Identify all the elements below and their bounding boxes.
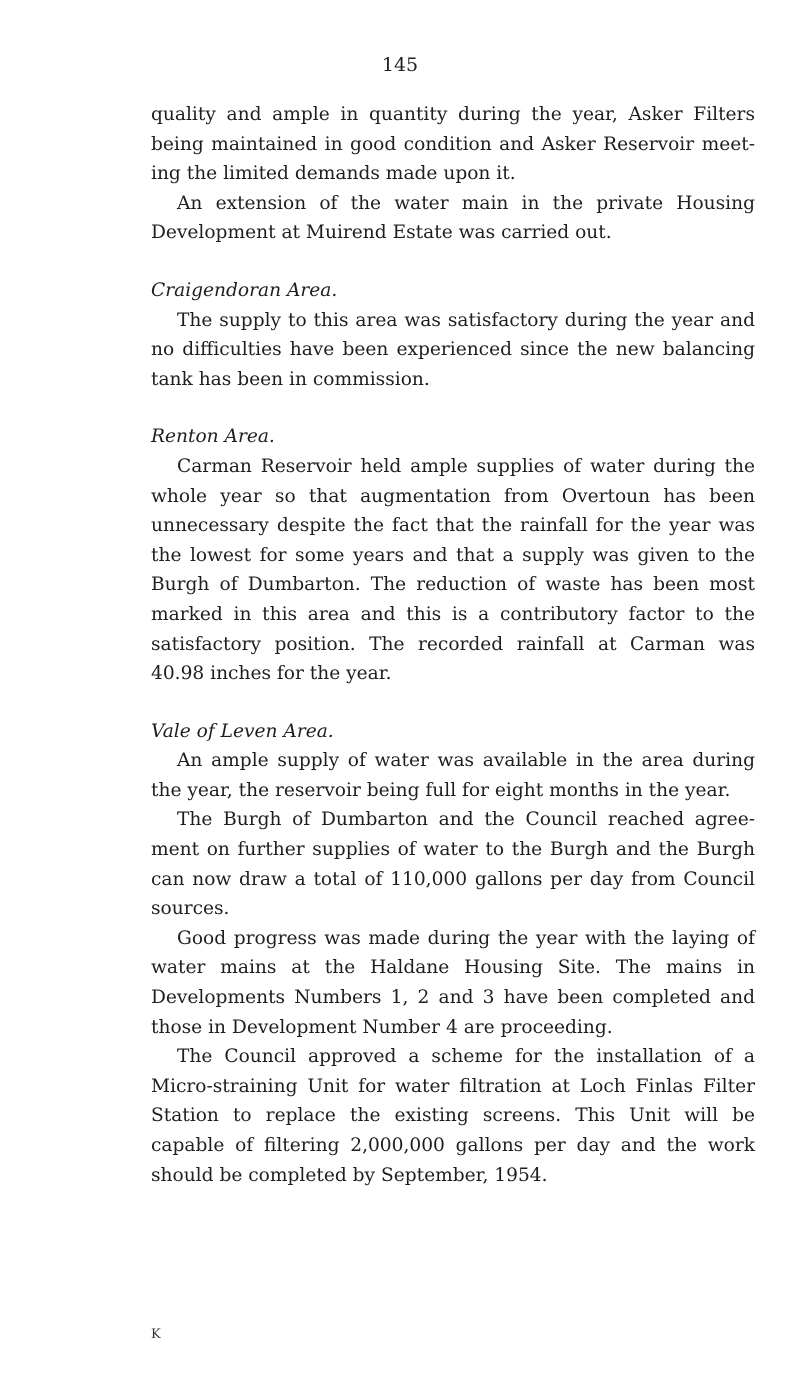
- paragraph-haldane-housing: Good progress was made during the year with the laying of water mains at the Haldane Housing Site. The mains in Developments Numbers 1, 2 and 3 have been completed and those in Development Number 4 are proceeding.: [151, 927, 755, 1038]
- section-gap: [151, 248, 755, 276]
- body-text: [151, 100, 755, 1190]
- paragraph-vale-supply: An ample supply of water was available in the area during the year, the reservoir being full for eight months in the year.: [151, 750, 755, 801]
- heading-craigendoran: Craigendoran Area.: [151, 279, 338, 301]
- section-gap: [151, 394, 755, 422]
- heading-renton: Renton Area.: [151, 426, 275, 448]
- paragraph-renton: Carman Reservoir held ample supplies of water during the whole year so that augmentation from Overtoun has been unnecessary despite the fact that the rainfall for the year was the lowest for some years and that a supply was given to the Burgh of Dumbarton. The reduction of waste has been most marked in this area and this is a contributory factor to the satisfactory position. The recorded rainfall at Carman was 40.98 inches for the year.: [151, 455, 755, 685]
- paragraph-asker: quality and ample in quantity during the year, Asker Filters being maintained in good condition and Asker Reservoir meeting the limited demands made upon it.: [151, 104, 755, 185]
- section-gap: [151, 689, 755, 717]
- page-number: 145: [381, 54, 419, 76]
- signature-mark: K: [151, 1327, 162, 1342]
- paragraph-micro-straining: The Council approved a scheme for the installation of a Micro-straining Unit for water filtration at Loch Finlas Filter Station to replace the existing screens. This Unit will be capable of filtering 2,000,000 gallons per day and the work should be completed by September, 1954.: [151, 1046, 755, 1186]
- paragraph-craigendoran: The supply to this area was satisfactory during the year and no difficulties have been experienced since the new balancing tank has been in commission.: [151, 309, 755, 390]
- paragraph-dumbarton-agreement: The Burgh of Dumbarton and the Council reached agreement on further supplies of water to the Burgh and the Burgh can now draw a total of 110,000 gallons per day from Council sources.: [151, 809, 755, 920]
- heading-vale-of-leven: Vale of Leven Area.: [151, 720, 334, 742]
- paragraph-muirend: An extension of the water main in the private Housing Development at Muirend Estate was carried out.: [151, 192, 755, 244]
